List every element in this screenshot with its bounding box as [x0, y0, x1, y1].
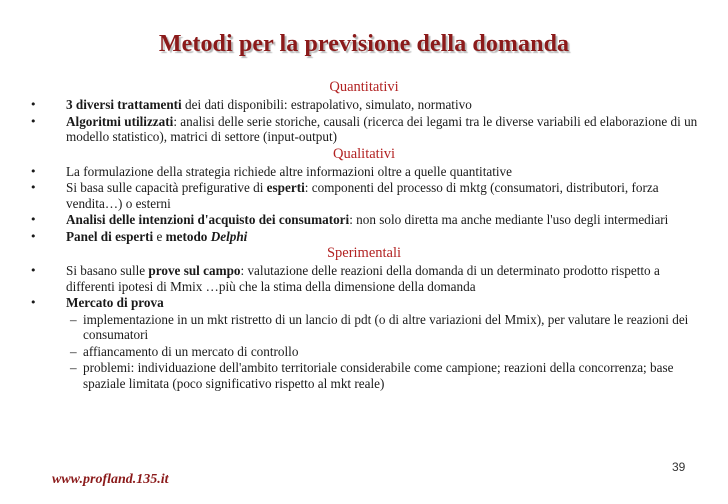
dash-icon: –: [70, 343, 77, 359]
bullet-text: Si basa sulle capacità prefigurative di: [66, 180, 267, 195]
bullet-bold: prove sul campo: [148, 263, 241, 278]
bullet-formulazione: [30, 164, 698, 180]
slide-content: [30, 79, 698, 392]
bullet-text: : analisi delle serie storiche, causali (ricerca dei legami tra le diverse variabili ed elaborazione di un modello statistico), matrici di settore (input-output): [66, 113, 698, 144]
bullet-algoritmi: [30, 114, 698, 145]
heading-qualitativi: Qualitativi: [332, 145, 395, 162]
bullet-icon: •: [30, 264, 37, 277]
dash-icon: –: [70, 311, 77, 327]
bullet-bold: esperti: [266, 180, 305, 195]
bullet-prove: [30, 263, 698, 294]
bullet-bold: metodo: [165, 228, 211, 244]
heading-quantitativi: Quantitativi: [329, 79, 399, 95]
bullet-mercato: [30, 295, 698, 311]
sub-bullet-text: problemi: individuazione dell'ambito territoriale considerabile come campione; reazioni della concorrenza; base spaziale limitata (poco significativo rispetto al mkt reale): [83, 360, 674, 391]
bullet-text: La formulazione della strategia richiede altre informazioni oltre a quelle quantitative: [66, 163, 512, 179]
bullet-icon: •: [30, 114, 37, 128]
bullet-icon: •: [30, 229, 37, 243]
footer-website: www.profland.135.it: [52, 472, 169, 487]
bullet-panel: [30, 229, 698, 245]
bullet-text: : non solo diretta ma anche mediante l'uso degli intermediari: [349, 212, 669, 227]
bullet-icon: •: [30, 164, 37, 178]
bullet-trattamenti: [30, 97, 698, 113]
bullet-bold: Panel di esperti: [66, 228, 154, 244]
sub-bullet-text: affiancamento di un mercato di controllo: [83, 343, 299, 359]
bullet-icon: •: [30, 296, 37, 309]
bullet-text: Si basano sulle: [66, 263, 149, 278]
bullet-icon: •: [30, 98, 37, 111]
sub-bullet-text: implementazione in un mkt ristretto di un lancio di pdt (o di altre variazioni del Mmix), per valutare le reazioni dei consumatori: [83, 311, 689, 342]
bullet-icon: •: [30, 181, 37, 194]
page-number: 39: [672, 460, 686, 474]
bullet-esperti: [30, 180, 698, 211]
bullet-bold: 3 diversi trattamenti: [66, 97, 182, 112]
bullet-bold: Mercato di prova: [66, 295, 164, 310]
bullet-text: : valutazione delle reazioni della domanda di un determinato prodotto rispetto a differenti ipotesi di Mmix …più che la stima della dimensione della domanda: [66, 263, 660, 294]
bullet-text: e: [153, 228, 166, 244]
bullet-icon: •: [30, 213, 37, 226]
heading-sperimentali: Sperimentali: [326, 245, 402, 261]
bullet-bold: Analisi delle intenzioni d'acquisto dei consumatori: [66, 212, 350, 227]
bullet-bold: Algoritmi utilizzati: [66, 113, 174, 129]
bullet-bold-italic: Delphi: [210, 228, 248, 244]
slide-title: Metodi per la previsione della domanda: [158, 31, 570, 57]
dash-icon: –: [70, 360, 77, 375]
sub-bullet-implementazione: [30, 312, 698, 343]
sub-bullet-affiancamento: [30, 344, 698, 360]
sub-bullet-problemi: [30, 360, 698, 391]
bullet-intenzioni: [30, 212, 698, 228]
bullet-text: : componenti del processo di mktg (consumatori, distributori, forza vendita…) o esterni: [66, 180, 659, 211]
bullet-text: dei dati disponibili: estrapolativo, simulato, normativo: [181, 97, 472, 112]
